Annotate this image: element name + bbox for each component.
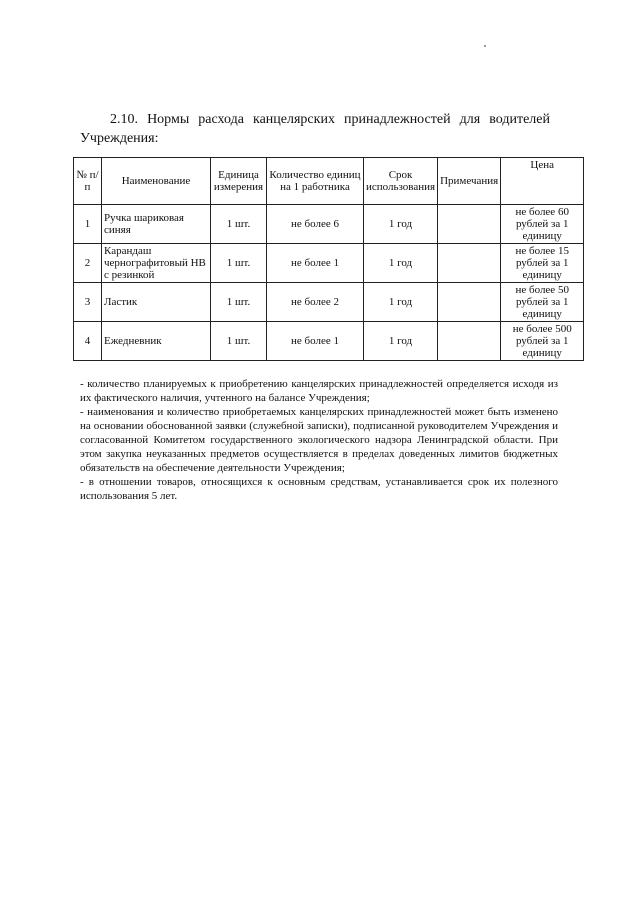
header-unit: Единица измерения [211,158,267,205]
note-paragraph: - наименования и количество приобретаемых канцелярских принадлежностей может быть изменено на основании обоснованной заявки (служебной записки), подписанной руководителем Учреждения и согласованной Комитетом государственного экологического надзора Ленинградской области. При этом закупка неуказанных предметов осуществляется в пределах доведенных лимитов бюджетных обязательств на обеспечение деятельности Учреждения; [80,406,558,474]
header-notes: Примечания [438,158,501,205]
cell-unit: 1 шт. [211,283,267,322]
header-term: Срок использования [364,158,438,205]
notes-block [80,377,558,503]
cell-term: 1 год [364,205,438,244]
cell-name: Карандаш чернографитовый НВ с резинкой [102,244,211,283]
cell-unit: 1 шт. [211,205,267,244]
table-row [74,322,584,361]
cell-number: 3 [74,283,102,322]
norms-table [73,157,584,361]
cell-unit: 1 шт. [211,322,267,361]
cell-quantity: не более 6 [267,205,364,244]
scan-speck [484,45,486,47]
cell-term: 1 год [364,244,438,283]
section-heading: 2.10. Нормы расхода канцелярских принадлежностей для водителей Учреждения: [80,112,550,146]
cell-price: не более 60 рублей за 1 единицу [501,205,584,244]
cell-price: не более 15 рублей за 1 единицу [501,244,584,283]
cell-name: Ежедневник [102,322,211,361]
cell-price: не более 50 рублей за 1 единицу [501,283,584,322]
cell-number: 1 [74,205,102,244]
header-name: Наименование [102,158,211,205]
cell-quantity: не более 1 [267,244,364,283]
cell-quantity: не более 1 [267,322,364,361]
cell-notes [438,322,501,361]
cell-term: 1 год [364,283,438,322]
cell-number: 4 [74,322,102,361]
cell-price: не более 500 рублей за 1 единицу [501,322,584,361]
header-quantity: Количество единиц на 1 работника [267,158,364,205]
cell-term: 1 год [364,322,438,361]
cell-name: Ластик [102,283,211,322]
note-paragraph: - в отношении товаров, относящихся к основным средствам, устанавливается срок их полезного использования 5 лет. [80,476,558,502]
header-number: № п/п [74,158,102,205]
cell-notes [438,205,501,244]
cell-name: Ручка шариковая синяя [102,205,211,244]
cell-notes [438,283,501,322]
cell-number: 2 [74,244,102,283]
cell-notes [438,244,501,283]
table-row [74,244,584,283]
cell-unit: 1 шт. [211,244,267,283]
note-paragraph: - количество планируемых к приобретению канцелярских принадлежностей определяется исходя из их фактического наличия, учтенного на балансе Учреждения; [80,378,558,404]
table-row [74,283,584,322]
cell-quantity: не более 2 [267,283,364,322]
table-row [74,205,584,244]
table-header-row [74,158,584,205]
header-price: Цена [501,158,584,205]
